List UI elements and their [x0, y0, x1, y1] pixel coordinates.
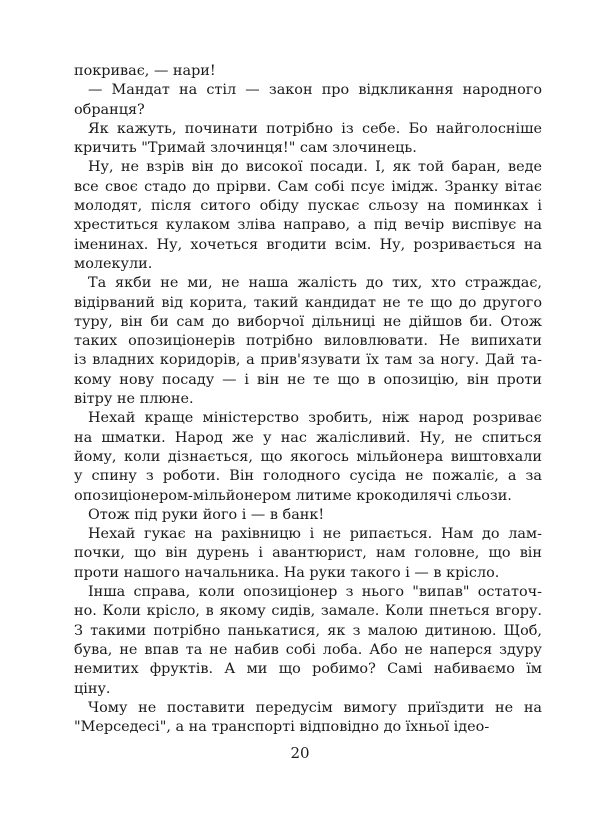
text-line: Як кажуть, починати потрібно із себе. Бо найголосніше [88, 120, 542, 137]
text-line: іменинах. Ну, хочеться вгодити всім. Ну, розривається на [74, 236, 542, 253]
text-line: відірваний від корита, такий кандидат не те що до другого [74, 294, 542, 311]
paragraph [74, 506, 542, 525]
paragraph [74, 120, 542, 159]
text-line: все своє стадо до прірви. Сам собі псує імідж. Зранку вітає [74, 178, 542, 195]
text-line: Нехай гукає на рахівницю і не рипається. Нам до лам- [88, 526, 542, 543]
text-line: у спину з роботи. Він голодного сусіда не пожаліє, а за [74, 468, 542, 485]
text-line: проти нашого начальника. На руки такого і — в крісло. [74, 564, 500, 581]
paragraph [74, 525, 542, 583]
paragraph [74, 158, 542, 274]
text-line: Отож під руки його і — в банк! [88, 506, 325, 523]
text-line: молодят, після ситого обіду пускає сльозу на поминках і [74, 198, 542, 215]
page-number: 20 [290, 744, 310, 762]
text-line: — Мандат на стіл — закон про відкликання народного [88, 82, 542, 99]
text-line: покриває, — нари! [74, 63, 216, 79]
text-line: Та якби не ми, не наша жалість до тих, хто страждає, [88, 275, 542, 292]
text-line: вітру не плюне. [74, 391, 194, 408]
text-line: опозиціонером-мільйонером литиме крокодилячі сльози. [74, 487, 512, 504]
paragraph [74, 274, 542, 409]
text-line: З такими потрібно панькатися, як з малою дитиною. Щоб, [74, 622, 542, 639]
text-line: молекули. [74, 255, 153, 272]
text-line: таких опозиціонерів потрібно виловлювати. Не випихати [74, 333, 542, 350]
body-text [74, 62, 542, 737]
text-line: Інша справа, коли опозиціонер з нього "випав" остаточ- [88, 584, 542, 601]
text-line: йому, коли дізнається, що якогось мільйонера виштовхали [74, 448, 542, 465]
text-line: обранця? [74, 101, 145, 118]
text-line: на шматки. Народ же у нас жалісливий. Ну, не спиться [74, 429, 542, 446]
text-line: "Мерседесі", а на транспорті відповідно до їхньої ідео- [74, 719, 490, 736]
paragraph [74, 699, 542, 738]
paragraph [74, 409, 542, 505]
text-line: туру, він би сам до виборчої дільниці не дійшов би. Отож [74, 313, 542, 330]
paragraph [74, 81, 542, 120]
text-line: із владних коридорів, а прив'язувати їх там за ногу. Дай та- [74, 352, 542, 369]
text-line: хреститься кулаком зліва направо, а під вечір виспівує на [74, 217, 542, 234]
text-line: кому нову посаду — і він не те що в опозицію, він проти [74, 371, 542, 388]
paragraph [74, 62, 542, 81]
text-line: почки, що він дурень і авантюрист, нам головне, що він [74, 545, 542, 562]
text-line: бува, не впав та не набив собі лоба. Або не наперся здуру [74, 641, 542, 658]
text-line: ціну. [74, 680, 111, 697]
paragraph [74, 583, 542, 699]
text-line: Чому не поставити передусім вимогу приїздити не на [88, 699, 542, 716]
text-line: Ну, не взрів він до високої посади. І, як той баран, веде [88, 159, 542, 176]
text-line: немитих фруктів. А ми що робимо? Самі набиваємо їм [74, 661, 542, 678]
text-line: но. Коли крісло, в якому сидів, замале. Коли пнеться вгору. [74, 603, 542, 620]
text-line: Нехай краще міністерство зробить, ніж народ розриває [88, 410, 542, 427]
text-line: кричить "Тримай злочинця!" сам злочинець. [74, 140, 417, 157]
